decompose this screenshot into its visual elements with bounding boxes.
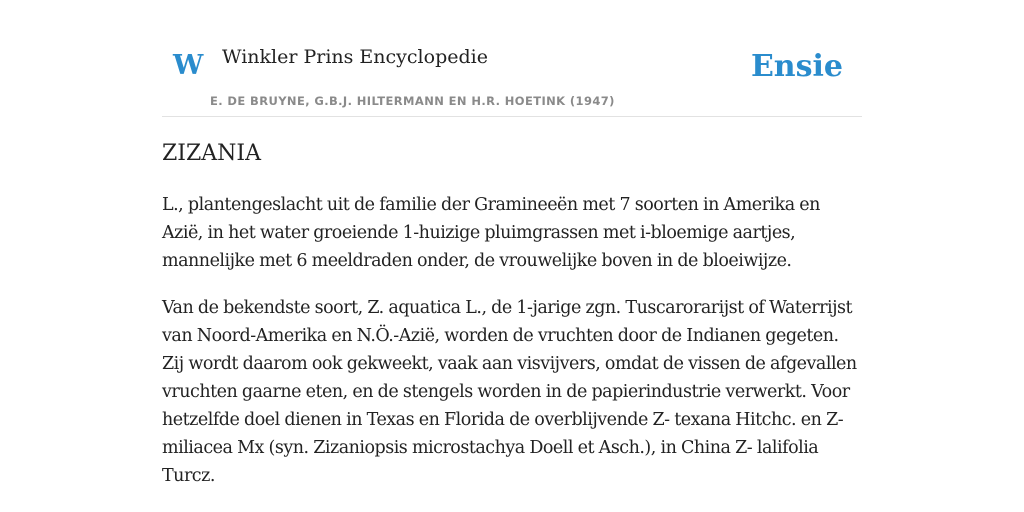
article-paragraph-2: Van de bekendste soort, Z. aquatica L., de 1-jarige zgn. Tuscarorarijst of Waterrijst van Noord-Amerika en N.Ö.-Azië, worden de vruchten door de Indianen gegeten. Zij wordt daarom ook gekweekt, vaak aan visvijvers, omdat de vissen de afgevallen vruchten gaarne eten, en de stengels worden in de papierindustrie verwerkt. Voor hetzelfde doel dienen in Texas en Florida de overblijvende Z- texana Hitchc. en Z- miliacea Mx (syn. Zizaniopsis microstachya Doell et Asch.), in China Z- lalifolia Turcz. <box>162 298 857 487</box>
article-page <box>162 0 862 490</box>
article-headword: ZIZANIA <box>162 141 261 166</box>
source-title[interactable]: Winkler Prins Encyclopedie <box>222 46 488 68</box>
source-authors: E. DE BRUYNE, G.B.J. HILTERMANN EN H.R. HOETINK (1947) <box>210 94 615 108</box>
source-header <box>162 0 862 117</box>
encyclopedia-logo-icon[interactable]: W <box>173 50 204 81</box>
article-paragraph-1: L., plantengeslacht uit de familie der Gramineeën met 7 soorten in Amerika en Azië, in het water groeiende 1-huizige pluimgrassen met i-bloemige aartjes, mannelijke met 6 meeldraden onder, de vrouwelijke boven in de bloeiwijze. <box>162 195 820 272</box>
site-brand-logo[interactable]: Ensie <box>750 49 843 84</box>
